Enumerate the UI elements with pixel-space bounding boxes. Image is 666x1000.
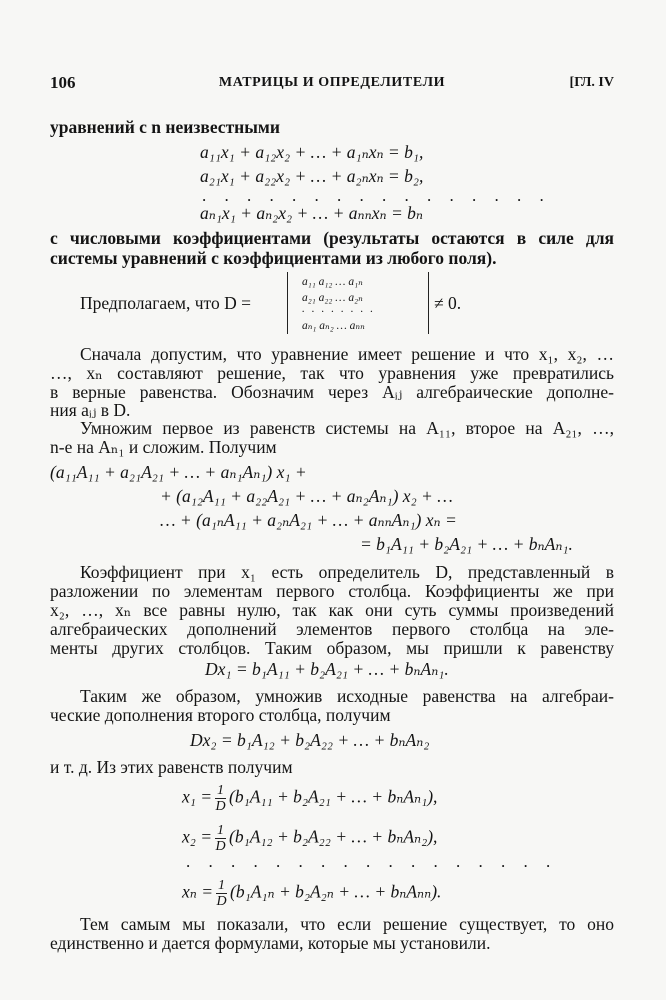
assume-suffix: ≠ 0. (434, 293, 462, 313)
text-line: Таким же образом, умножив исходные равенства на алгебраи- (80, 686, 614, 706)
fraction-denominator: D (215, 799, 226, 814)
sum-line-1: (a₁₁A₁₁ + a₂₁A₂₁ + … + aₙ₁Aₙ₁) x₁ + (50, 462, 307, 482)
intro-line: уравнений с n неизвестными (50, 117, 280, 137)
text-line: менты других столбцов. Таким образом, мы пришли к равенству (50, 638, 614, 658)
sum-line-2: + (a₁₂A₁₁ + a₂₂A₂₁ + … + aₙ₂Aₙ₁) x₂ + … (160, 486, 453, 506)
running-header (50, 73, 614, 97)
fraction-numerator: 1 (217, 783, 225, 798)
text-line: …, xₙ составляют решение, так что уравнения уже превратились (50, 363, 614, 383)
text-line: n-е на Aₙ₁ и сложим. Получим (50, 437, 277, 457)
solution-rhs: (b₁A₁₁ + b₂A₂₁ + … + bₙAₙ₁), (229, 786, 438, 807)
solution-x1 (182, 783, 437, 814)
sum-line-3: … + (a₁ₙA₁₁ + a₂ₙA₂₁ + … + aₙₙAₙ₁) xₙ = (160, 510, 457, 530)
solutions-dots: . . . . . . . . . . . . . . . . . (186, 852, 558, 871)
system-row-n: aₙ₁x₁ + aₙ₂x₂ + … + aₙₙxₙ = bₙ (200, 203, 423, 223)
fraction-denominator: D (216, 894, 227, 909)
text-line: в верные равенства. Обозначим через Aᵢⱼ алгебраические дополне- (50, 382, 614, 402)
fraction-1-over-d (215, 783, 226, 814)
equation-dx1: Dx₁ = b₁A₁₁ + b₂A₂₁ + … + bₙAₙ₁. (205, 659, 449, 679)
solution-lhs: xₙ = (182, 881, 214, 902)
chapter-mark: [ГЛ. IV (569, 75, 614, 90)
solution-x2 (182, 823, 437, 854)
solution-lhs: x₂ = (182, 826, 213, 847)
det-row: a₁₁ a₁₂ … a₁ₙ (302, 276, 363, 288)
assume-prefix: Предполагаем, что D = (80, 293, 251, 313)
system-row-1: a₁₁x₁ + a₁₂x₂ + … + a₁ₙxₙ = b₁, (200, 142, 424, 162)
text-line: ния aᵢⱼ в D. (50, 400, 131, 420)
solution-xn (182, 878, 441, 909)
det-row: a₂₁ a₂₂ … a₂ₙ (302, 292, 363, 304)
solution-lhs: x₁ = (182, 786, 213, 807)
det-row: . . . . . . . . (302, 303, 376, 315)
solution-rhs: (b₁A₁ₙ + b₂A₂ₙ + … + bₙAₙₙ). (230, 881, 442, 902)
text-line: Умножим первое из равенств системы на A₁₁, второе на A₂₁, …, (80, 418, 614, 438)
fraction-numerator: 1 (217, 823, 225, 838)
equation-dx2: Dx₂ = b₁A₁₂ + b₂A₂₂ + … + bₙAₙ₂ (190, 730, 430, 750)
solution-rhs: (b₁A₁₂ + b₂A₂₂ + … + bₙAₙ₂), (229, 826, 438, 847)
text-line: Коэффициент при x₁ есть определитель D, представленный в (80, 562, 614, 582)
text-line: ческие дополнения второго столбца, получим (50, 705, 391, 725)
system-dots: . . . . . . . . . . . . . . . . (202, 186, 551, 205)
text-line: и т. д. Из этих равенств получим (50, 757, 293, 777)
fraction-1-over-d (215, 823, 226, 854)
text-line: разложении по элементам первого столбца. Коэффициенты же при (50, 581, 614, 601)
text-line: x₂, …, xₙ все равны нулю, так как они суть суммы произведений (50, 600, 614, 620)
text-line: единственно и дается формулами, которые мы установили. (50, 933, 491, 953)
text-line: алгебраических дополнений элементов первого столбца на эле- (50, 619, 614, 639)
sum-line-4: = b₁A₁₁ + b₂A₂₁ + … + bₙAₙ₁. (360, 534, 573, 554)
system-row-2: a₂₁x₁ + a₂₂x₂ + … + a₂ₙxₙ = b₂, (200, 166, 424, 186)
text-line: Сначала допустим, что уравнение имеет решение и что x₁, x₂, … (80, 344, 614, 364)
text-line: Тем самым мы показали, что если решение существует, то оно (80, 914, 614, 934)
text-line: системы уравнений с коэффициентами из любого поля). (50, 248, 497, 268)
fraction-1-over-d (216, 878, 227, 909)
text-line: с числовыми коэффициентами (результаты остаются в силе для (50, 228, 614, 248)
fraction-denominator: D (215, 839, 226, 854)
running-title: МАТРИЦЫ И ОПРЕДЕЛИТЕЛИ (218, 75, 446, 90)
determinant-matrix (287, 272, 429, 334)
det-row: aₙ₁ aₙ₂ … aₙₙ (302, 320, 365, 332)
page-number: 106 (50, 73, 76, 92)
fraction-numerator: 1 (218, 878, 226, 893)
